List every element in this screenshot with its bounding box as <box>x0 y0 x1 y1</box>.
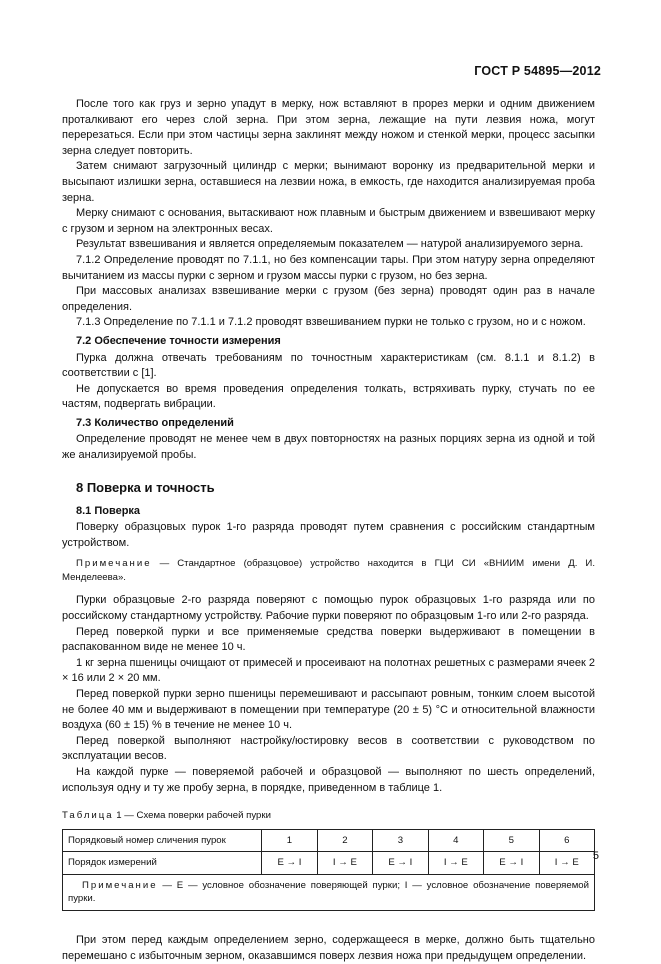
note-text: — Стандартное (образцовое) устройство находится в ГЦИ СИ «ВНИИМ имени Д. И. Менделеева». <box>62 558 595 584</box>
table-cell: E → I <box>373 852 428 875</box>
table-cell: 5 <box>484 829 539 852</box>
verification-table <box>62 829 595 911</box>
subsection-heading-8-1: 8.1 Поверка <box>76 504 141 517</box>
section-heading-8: 8 Поверка и точность <box>76 479 215 495</box>
paragraph: 7.1.3 Определение по 7.1.1 и 7.1.2 проводят взвешиванием пурки не только с грузом, но и с ножом. <box>76 316 586 329</box>
table-row <box>63 829 595 852</box>
paragraph: Мерку снимают с основания, вытаскивают нож плавным и быстрым движением и взвешивают мерку с грузом и зерном на электронных весах. <box>62 207 595 235</box>
paragraph: При этом перед каждым определением зерно, содержащееся в мерке, должно быть тщательно перемешано с избыточным зерном, оказавшимся поверх лезвия ножа при предыдущем определении. <box>62 933 595 962</box>
table-cell: 6 <box>539 829 595 852</box>
document-code-header: ГОСТ Р 54895—2012 <box>474 64 601 78</box>
table-caption <box>62 808 595 824</box>
page-number: 5 <box>592 850 599 862</box>
table-caption-label: Таблица <box>62 810 114 822</box>
subsection-heading-7-2: 7.2 Обеспечение точности измерения <box>76 334 281 347</box>
paragraph: Перед поверкой выполняют настройку/юстировку весов в соответствии с руководством по эксплуатации весов. <box>62 734 595 763</box>
table-cell: 2 <box>317 829 372 852</box>
table-note-cell <box>63 874 595 910</box>
table-row <box>63 852 595 875</box>
paragraph: 7.1.2 Определение проводят по 7.1.1, но без компенсации тары. При этом натуру зерна определяют вычитанием из массы пурки с зерном и грузом массы пурки с грузом, но без зерна. <box>62 253 595 282</box>
table-cell: I → E <box>539 852 595 875</box>
table-cell: Порядковый номер сличения пурок <box>63 829 262 852</box>
paragraph: Результат взвешивания и является определяемым показателем — натурой анализируемого зерна. <box>76 238 584 251</box>
note-label: Примечание <box>76 558 152 570</box>
table-caption-text: 1 — Схема поверки рабочей пурки <box>113 810 271 822</box>
paragraph: Перед поверкой пурки зерно пшеницы перемешивают и рассыпают ровным, тонким слоем высотой не более 40 мм и выдерживают в помещении при температуре (20 ± 5) °С и относительной влажности воздуха (60 ± 15) % в течение не менее 10 ч. <box>62 688 595 732</box>
table-cell: 1 <box>262 829 317 852</box>
paragraph: Затем снимают загрузочный цилиндр с мерки; вынимают воронку из предварительной мерки и высыпают излишки зерна, оставшиеся на лезвии ножа, в емкость, где находится анализируемая проба зерна. <box>62 160 595 204</box>
table-note-label: Примечание <box>82 879 158 891</box>
table-cell: 3 <box>373 829 428 852</box>
subsection-heading-7-3: 7.3 Количество определений <box>76 416 234 429</box>
table-cell: 4 <box>428 829 483 852</box>
table-row <box>63 874 595 910</box>
table-cell: I → E <box>428 852 483 875</box>
paragraph: Пурка должна отвечать требованиям по точностным характеристикам (см. 8.1.1 и 8.1.2) в соответствии с [1]. <box>62 351 595 380</box>
paragraph: Перед поверкой пурки и все применяемые средства поверки выдерживают в помещении в распакованном виде не менее 10 ч. <box>62 625 595 654</box>
table-note-text: — E — условное обозначение поверяющей пурки; I — условное обозначение поверяемой пурки. <box>68 879 589 904</box>
paragraph: После того как груз и зерно упадут в мерку, нож вставляют в прорез мерки и одним движением проталкивают его через слой зерна. При этом зерна, лежащие на пути лезвия ножа, могут перерезаться. Если при этом частицы зерна заклинят между ножом и стенкой мерки, процесс засыпки зерна следует повторить. <box>62 98 595 157</box>
paragraph: Не допускается во время проведения определения толкать, встряхивать пурку, стучать по ее частям, подвергать вибрации. <box>62 382 595 411</box>
paragraph: При массовых анализах взвешивание мерки с грузом (без зерна) проводят один раз в начале определения. <box>62 285 595 313</box>
paragraph: Определение проводят не менее чем в двух повторностях на разных порциях зерна из одной и той же анализируемой пробы. <box>62 433 595 462</box>
note <box>62 557 595 585</box>
table-cell: E → I <box>262 852 317 875</box>
table-cell: I → E <box>317 852 372 875</box>
paragraph: На каждой пурке — поверяемой рабочей и образцовой — выполняют по шесть определений, используя одну и ту же пробу зерна, в порядке, приведенном в таблице 1. <box>62 765 595 794</box>
paragraph: 1 кг зерна пшеницы очищают от примесей и просеивают на полотнах решетных с размерами ячеек 2 × 16 или 2 × 20 мм. <box>62 656 595 685</box>
page-content <box>62 97 595 964</box>
paragraph: Поверку образцовых пурок 1-го разряда проводят путем сравнения с российским стандартным устройством. <box>62 521 595 549</box>
table-cell: Порядок измерений <box>63 852 262 875</box>
table-cell: E → I <box>484 852 539 875</box>
paragraph: Пурки образцовые 2-го разряда поверяют с помощью пурок образцовых 1-го разряда или по российскому стандартному устройству. Рабочие пурки поверяют по образцовым 1-го или 2-го разряда. <box>62 594 595 623</box>
